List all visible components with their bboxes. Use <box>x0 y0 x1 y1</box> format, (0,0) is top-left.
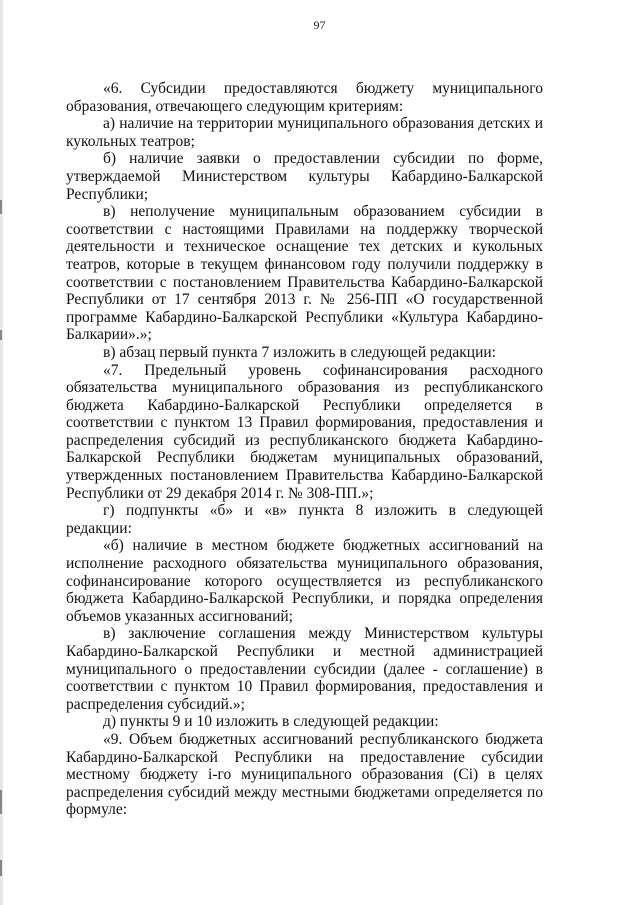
paragraph: «б) наличие в местном бюджете бюджетных ассигнований на исполнение расходного обязательства муниципального образования, софинансирование которого осуществляется из республиканского бюджета Кабардино-Балкарской Республики, и порядка определения объемов указанных ассигнований; <box>66 537 543 625</box>
scan-edge-mark <box>0 860 2 876</box>
paragraph: а) наличие на территории муниципального образования детских и кукольных театров; <box>66 115 543 150</box>
paragraph: «9. Объем бюджетных ассигнований республиканского бюджета Кабардино-Балкарской Республики на предоставление субсидии местному бюджету i-го муниципального образования (Ci) в целях распределения субсидий между местными бюджетами определяется по формуле: <box>66 730 543 819</box>
paragraph: д) пункты 9 и 10 изложить в следующей редакции: <box>103 713 439 731</box>
scan-edge-mark <box>0 790 2 814</box>
scan-edge-mark <box>0 200 2 214</box>
paragraph: в) неполучение муниципальным образованием субсидии в соответствии с настоящими Правилами на поддержку творческой деятельности и техническое оснащение тех детских и кукольных театров, которые в текущем финансовом году получили поддержку в соответствии с постановлением Правительства Кабардино-Балкарской Республики от 17 сентября 2013 г. № 256-ПП «О государственной программе Кабардино-Балкарской Республики «Культура Кабардино-Балкарии».»; <box>66 203 543 344</box>
page-number: 97 <box>313 18 326 32</box>
scan-edge-mark <box>0 330 2 340</box>
paragraph: б) наличие заявки о предоставлении субсидии по форме, утверждаемой Министерством культуры Кабардино-Балкарской Республики; <box>66 150 543 203</box>
document-body <box>66 80 543 819</box>
paragraph: в) заключение соглашения между Министерством культуры Кабардино-Балкарской Республики и местной администрацией муниципального о предоставлении субсидии (далее - соглашение) в соответствии с пунктом 10 Правил формирования, предоставления и распределения субсидий.»; <box>66 625 543 713</box>
paragraph: «7. Предельный уровень софинансирования расходного обязательства муниципального образования из республиканского бюджета Кабардино-Балкарской Республики определяется в соответствии с пунктом 13 Правил формирования, предоставления и распределения субсидий из республиканского бюджета Кабардино-Балкарской Республики бюджетам муниципальных образований, утвержденных постановлением Правительства Кабардино-Балкарской Республики от 29 декабря 2014 г. № 308-ПП.»; <box>66 361 543 502</box>
paragraph: «6. Субсидии предоставляются бюджету муниципального образования, отвечающего следующим критериям: <box>66 80 543 115</box>
scan-edge <box>0 0 3 905</box>
paragraph: в) абзац первый пункта 7 изложить в следующей редакции: <box>103 343 496 361</box>
paragraph: г) подпункты «б» и «в» пункта 8 изложить в следующей редакции: <box>66 502 543 537</box>
